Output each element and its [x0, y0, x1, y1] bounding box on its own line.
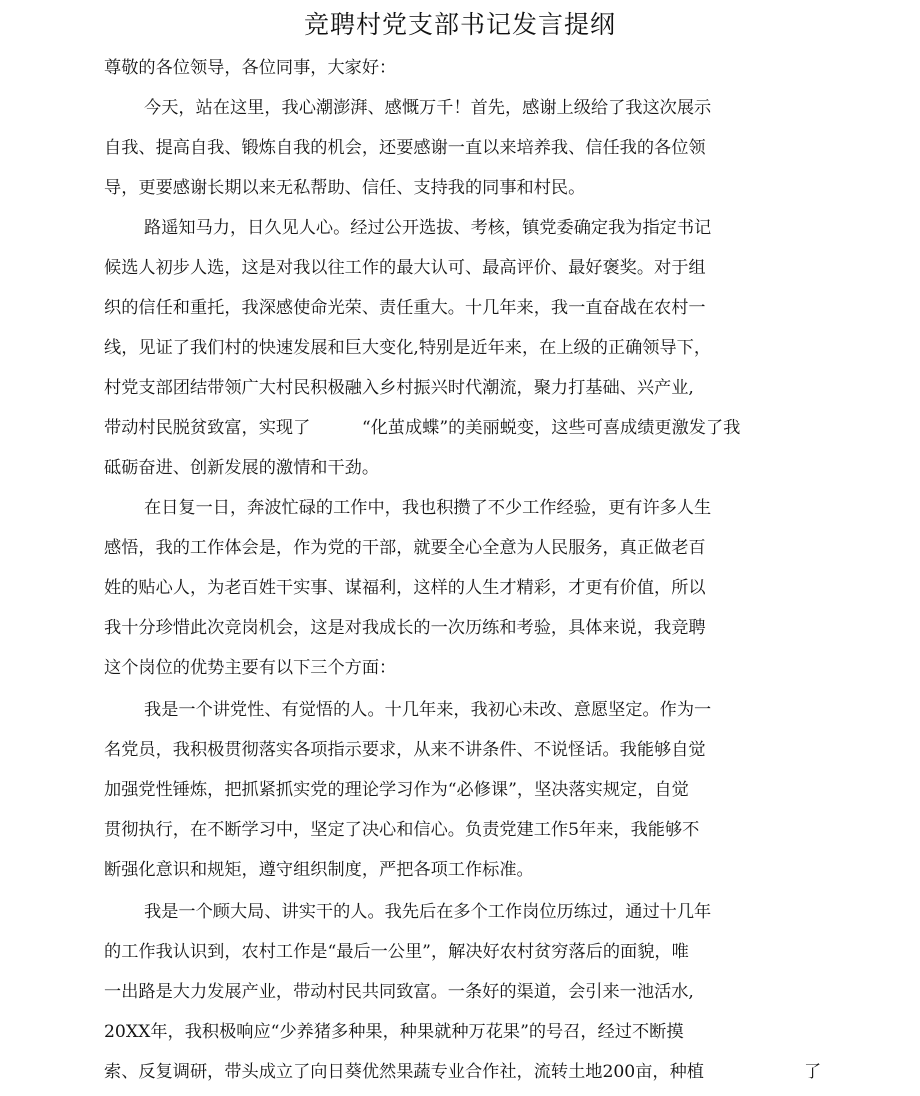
paragraph-line: 感悟，我的工作体会是，作为党的干部，就要全心全意为人民服务，真正做老百	[104, 538, 706, 558]
paragraph-line: 的工作我认识到，农村工作是“最后一公里”，解决好农村贫穷落后的面貌，唯	[104, 942, 689, 962]
paragraph-line: 我十分珍惜此次竞岗机会，这是对我成长的一次历练和考验，具体来说，我竞聘	[104, 618, 706, 638]
paragraph-line: 我是一个顾大局、讲实干的人。我先后在多个工作岗位历练过，通过十几年	[144, 902, 712, 922]
paragraph-line: 织的信任和重托，我深感使命光荣、责任重大。十几年来，我一直奋战在农村一	[104, 298, 706, 318]
paragraph-line: 自我、提高自我、锻炼自我的机会，还要感谢一直以来培养我、信任我的各位领	[104, 138, 706, 158]
paragraph-line: 候选人初步人选，这是对我以往工作的最大认可、最高评价、最好褒奖。对于组	[104, 258, 706, 278]
paragraph-line: 贯彻执行，在不断学习中，坚定了决心和信心。负责党建工作5年来，我能够不	[104, 820, 700, 840]
paragraph-line: 一出路是大力发展产业，带动村民共同致富。一条好的渠道，会引来一池活水,	[104, 982, 694, 1002]
paragraph-line: 路遥知马力，日久见人心。经过公开选拔、考核，镇党委确定我为指定书记	[144, 218, 712, 238]
document-title: 竞聘村党支部书记发言提纲	[303, 10, 616, 39]
paragraph-line: 今天，站在这里，我心潮澎湃、感慨万千！首先，感谢上级给了我这次展示	[144, 98, 712, 118]
paragraph-line: 20XX年，我积极响应“少养猪多种果，种果就种万花果”的号召，经过不断摸	[104, 1022, 684, 1042]
paragraph-line: 姓的贴心人，为老百姓干实事、谋福利，这样的人生才精彩，才更有价值，所以	[104, 578, 706, 598]
paragraph-line: 砥砺奋进、创新发展的激情和干劲。	[104, 458, 380, 478]
paragraph-line: 索、反复调研，带头成立了向日葵优然果蔬专业合作社，流转土地200亩，种植	[104, 1062, 704, 1082]
paragraph-line: 导，更要感谢长期以来无私帮助、信任、支持我的同事和村民。	[104, 178, 586, 198]
paragraph-line: 我是一个讲党性、有觉悟的人。十几年来，我初心未改、意愿坚定。作为一	[144, 700, 712, 720]
paragraph-line: 在日复一日，奔波忙碌的工作中，我也积攒了不少工作经验，更有许多人生	[144, 498, 712, 518]
salutation-line: 尊敬的各位领导，各位同事，大家好：	[104, 58, 397, 78]
paragraph-line: 线，见证了我们村的快速发展和巨大变化,特别是近年来，在上级的正确领导下，	[104, 338, 712, 358]
trailing-character: 了	[804, 1062, 822, 1082]
paragraph-line: 名党员，我积极贯彻落实各项指示要求，从来不讲条件、不说怪话。我能够自觉	[104, 740, 706, 760]
paragraph-line: 加强党性锤炼，把抓紧抓实党的理论学习作为“必修课”，坚决落实规定，自觉	[104, 780, 689, 800]
paragraph-line: 这个岗位的优势主要有以下三个方面：	[104, 658, 397, 678]
paragraph-line: 断强化意识和规矩，遵守组织制度，严把各项工作标准。	[104, 860, 534, 880]
paragraph-line: 村党支部团结带领广大村民积极融入乡村振兴时代潮流，聚力打基础、兴产业,	[104, 378, 694, 398]
paragraph-line: 带动村民脱贫致富，实现了 “化茧成蝶”的美丽蜕变，这些可喜成绩更激发了我	[104, 418, 741, 438]
